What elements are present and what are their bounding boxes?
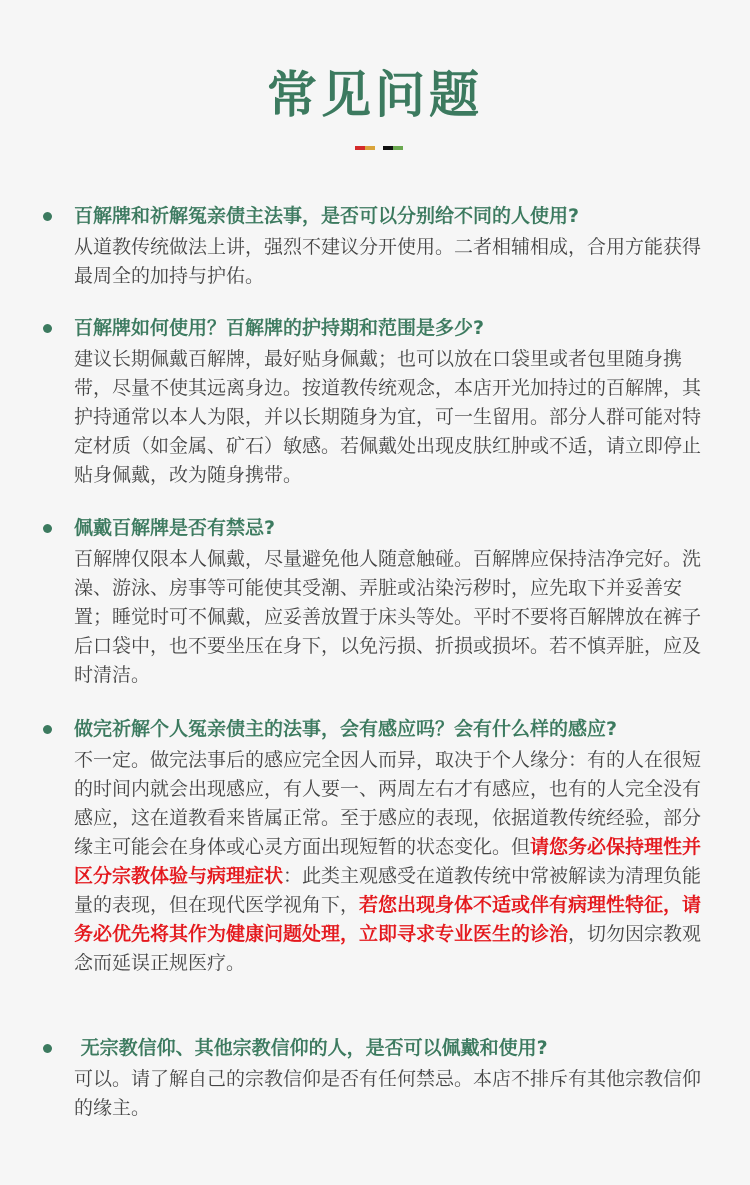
warning-highlight: 若您出现身体不适或伴有病理性特征，请务必优先将其作为健康问题处理，立即寻求专业医生的诊治 — [74, 894, 702, 945]
divider-gold — [365, 146, 375, 150]
divider-red — [355, 146, 365, 150]
faq-question: 百解牌和祈解冤亲债主法事，是否可以分别给不同的人使用? — [74, 205, 580, 227]
faq-question: 做完祈解个人冤亲债主的法事，会有感应吗？会有什么样的感应? — [74, 718, 618, 740]
warning-highlight: 请您务必保持理性并区分宗教体验与病理症状 — [74, 836, 702, 887]
bullet-icon — [43, 212, 52, 221]
faq-answer: 从道教传统做法上讲，强烈不建议分开使用。二者相辅相成，合用方能获得最周全的加持与护佑。 — [74, 236, 702, 287]
faq-answer: 不一定。做完法事后的感应完全因人而异，取决于个人缘分：有的人在很短的时间内就会出现感应，有人要一、两周左右才有感应，也有的人完全没有感应，这在道教看来皆属正常。至于感应的表现，依据道教传统经验，部分缘主可能会在身体或心灵方面出现短暂的状态变化。但请您务必保持理性并区分宗教体验与病理症状：此类主观感受在道教传统中常被解读为清理负能量的表现，但在现代医学视角下，若您出现身体不适或伴有病理性特征，请务必优先将其作为健康问题处理，立即寻求专业医生的诊治，切勿因宗教观念而延误正规医疗。 — [74, 749, 702, 974]
bullet-icon — [43, 725, 52, 734]
bullet-icon — [43, 324, 52, 333]
faq-question: 佩戴百解牌是否有禁忌? — [74, 517, 276, 539]
faq-question: 百解牌如何使用？百解牌的护持期和范围是多少? — [74, 317, 485, 339]
bullet-icon — [43, 1044, 52, 1053]
divider-black — [383, 146, 393, 150]
faq-item-4 — [0, 714, 750, 978]
faq-item-3 — [0, 513, 750, 690]
title-divider — [355, 146, 403, 150]
faq-question: 无宗教信仰、其他宗教信仰的人，是否可以佩戴和使用? — [74, 1037, 548, 1059]
faq-answer: 百解牌仅限本人佩戴，尽量避免他人随意触碰。百解牌应保持洁净完好。洗澡、游泳、房事等可能使其受潮、弄脏或沾染污秽时，应先取下并妥善安置；睡觉时可不佩戴，应妥善放置于床头等处。平时不要将百解牌放在裤子后口袋中，也不要坐压在身下，以免污损、折损或损坏。若不慎弄脏，应及时清洁。 — [74, 548, 702, 686]
bullet-icon — [43, 524, 52, 533]
page-title: 常见问题 — [267, 65, 483, 124]
faq-answer: 可以。请了解自己的宗教信仰是否有任何禁忌。本店不排斥有其他宗教信仰的缘主。 — [74, 1068, 702, 1119]
faq-item-1 — [0, 201, 750, 291]
faq-item-5 — [0, 1033, 750, 1123]
faq-answer: 建议长期佩戴百解牌，最好贴身佩戴；也可以放在口袋里或者包里随身携带，尽量不使其远离身边。按道教传统观念，本店开光加持过的百解牌，其护持通常以本人为限，并以长期随身为宜，可一生留用。部分人群可能对特定材质（如金属、矿石）敏感。若佩戴处出现皮肤红肿或不适，请立即停止贴身佩戴，改为随身携带。 — [74, 348, 702, 486]
divider-green — [393, 146, 403, 150]
faq-item-2 — [0, 313, 750, 490]
